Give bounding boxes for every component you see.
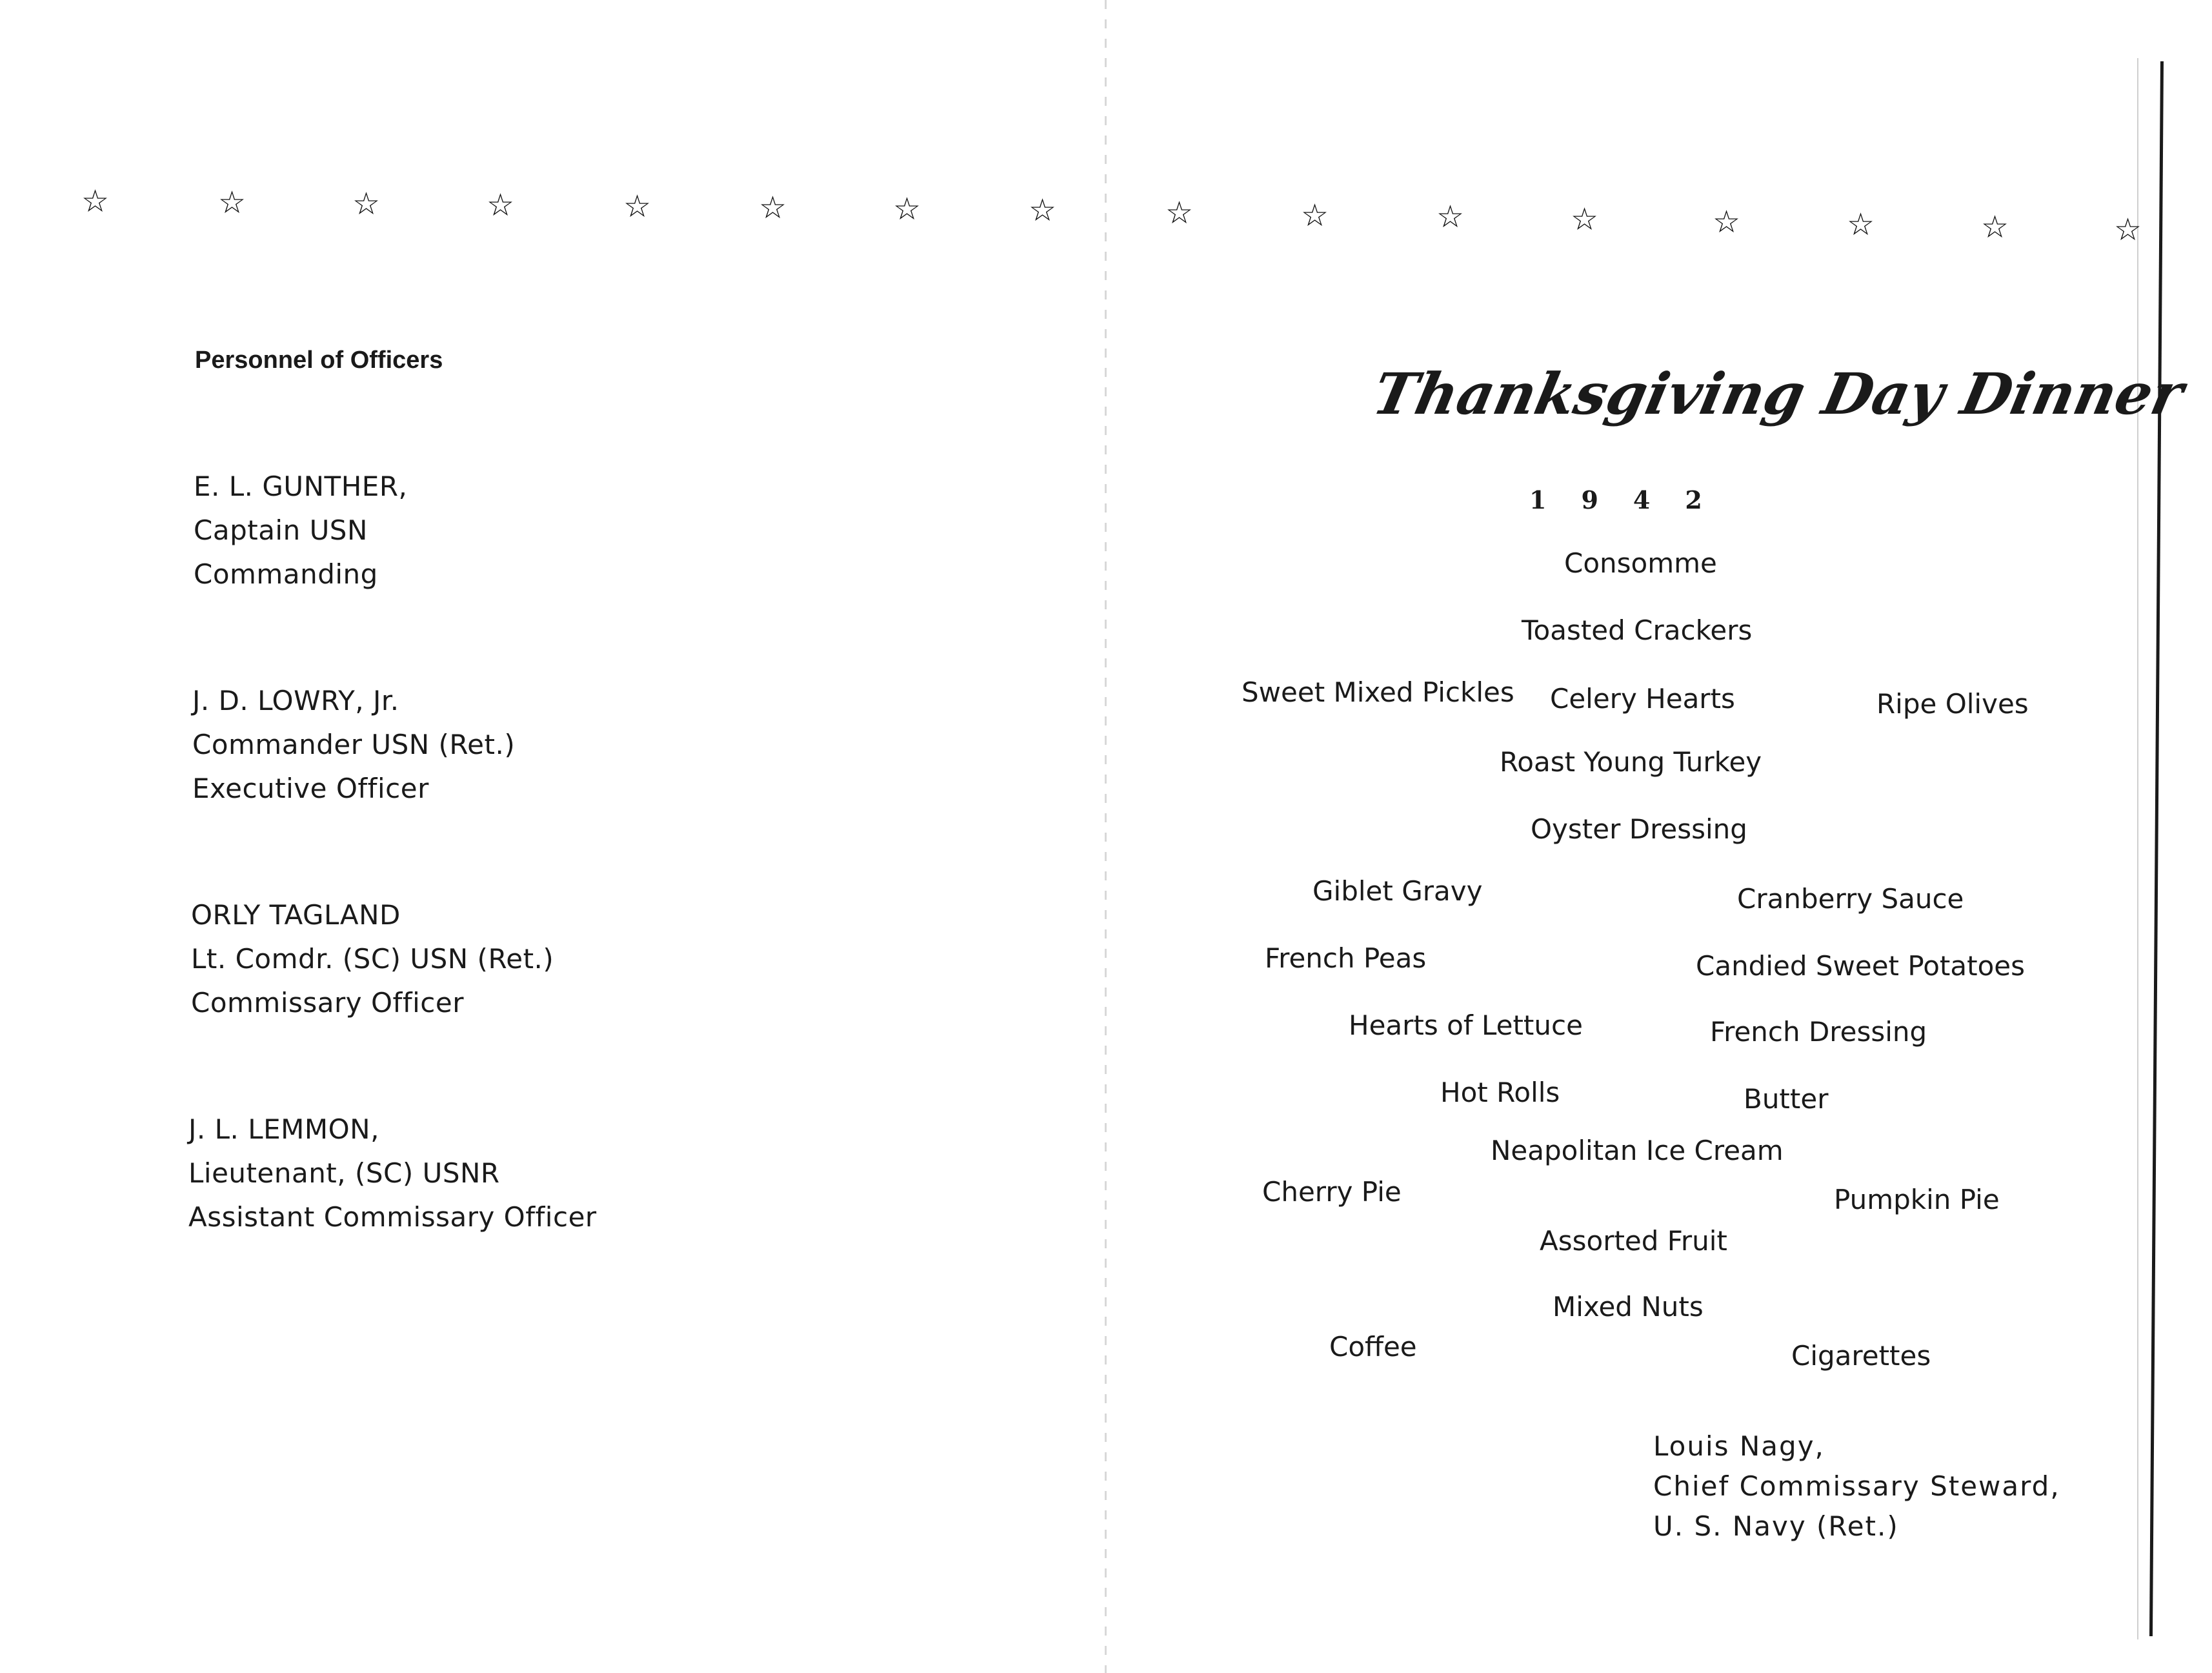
menu-item: Oyster Dressing (1531, 813, 1747, 845)
officer-role: Executive Officer (192, 773, 429, 804)
star-icon: ☆ (893, 191, 921, 227)
menu-item: Candied Sweet Potatoes (1696, 950, 2025, 982)
steward-title: Chief Commissary Steward, (1653, 1470, 2060, 1502)
menu-item: Cherry Pie (1262, 1176, 1402, 1208)
officer-entry (191, 893, 554, 1025)
menu-item: Mixed Nuts (1553, 1291, 1704, 1323)
menu-item: Coffee (1329, 1331, 1417, 1363)
officer-entry (188, 1108, 597, 1239)
officer-rank: Captain USN (194, 514, 368, 546)
officer-name: J. L. LEMMON, (188, 1113, 379, 1145)
star-icon: ☆ (1165, 195, 1194, 231)
star-icon: ☆ (81, 183, 110, 219)
officer-name: J. D. LOWRY, Jr. (192, 685, 399, 716)
menu-item: Giblet Gravy (1312, 875, 1483, 907)
page-edge-shadow (2137, 58, 2138, 1639)
steward-service: U. S. Navy (Ret.) (1653, 1510, 1899, 1542)
menu-year: 1942 (1529, 485, 1737, 514)
officer-role: Commissary Officer (191, 987, 464, 1019)
officer-rank: Lt. Comdr. (SC) USN (Ret.) (191, 943, 554, 975)
star-icon: ☆ (352, 186, 381, 222)
menu-item: Neapolitan Ice Cream (1491, 1135, 1784, 1166)
star-icon: ☆ (759, 190, 787, 226)
officer-role: Commanding (194, 558, 378, 590)
officer-entry (194, 465, 407, 596)
star-icon: ☆ (2114, 212, 2142, 248)
menu-title: Thanksgiving Day Dinner (1367, 360, 2189, 427)
star-icon: ☆ (623, 188, 652, 225)
star-icon: ☆ (1301, 198, 1329, 234)
officer-entry (192, 679, 515, 811)
officer-name: ORLY TAGLAND (191, 899, 401, 931)
steward-name: Louis Nagy, (1653, 1430, 1825, 1462)
menu-item: Celery Hearts (1550, 683, 1735, 715)
officer-rank: Lieutenant, (SC) USNR (188, 1157, 500, 1189)
menu-item: Hearts of Lettuce (1349, 1009, 1583, 1041)
menu-item: Toasted Crackers (1522, 614, 1753, 646)
menu-item: Assorted Fruit (1540, 1225, 1727, 1257)
officer-name: E. L. GUNTHER, (194, 471, 408, 502)
star-icon: ☆ (1029, 192, 1057, 228)
menu-item: Butter (1744, 1083, 1829, 1115)
menu-item: Ripe Olives (1876, 688, 2029, 720)
menu-item: Consomme (1564, 547, 1717, 579)
star-icon: ☆ (487, 187, 515, 223)
officers-heading: Personnel of Officers (195, 347, 443, 374)
menu-item: French Peas (1265, 942, 1427, 974)
menu-item: Roast Young Turkey (1500, 746, 1762, 778)
star-icon: ☆ (1847, 207, 1875, 243)
menu-item: Cigarettes (1791, 1340, 1931, 1372)
menu-item: Hot Rolls (1440, 1077, 1560, 1108)
star-icon: ☆ (218, 185, 246, 221)
star-icon: ☆ (1571, 201, 1599, 238)
star-icon: ☆ (1713, 204, 1741, 240)
star-icon: ☆ (1981, 209, 2009, 245)
officer-role: Assistant Commissary Officer (188, 1201, 597, 1233)
officers-page (0, 0, 1105, 1673)
star-icon: ☆ (1436, 199, 1465, 235)
menu-item: Cranberry Sauce (1737, 883, 1964, 915)
page-fold (1105, 0, 1107, 1673)
menu-item: French Dressing (1710, 1016, 1927, 1048)
officer-rank: Commander USN (Ret.) (192, 729, 516, 760)
menu-item: Sweet Mixed Pickles (1242, 676, 1514, 708)
menu-item: Pumpkin Pie (1834, 1184, 2000, 1215)
steward-signature (1653, 1426, 2060, 1546)
